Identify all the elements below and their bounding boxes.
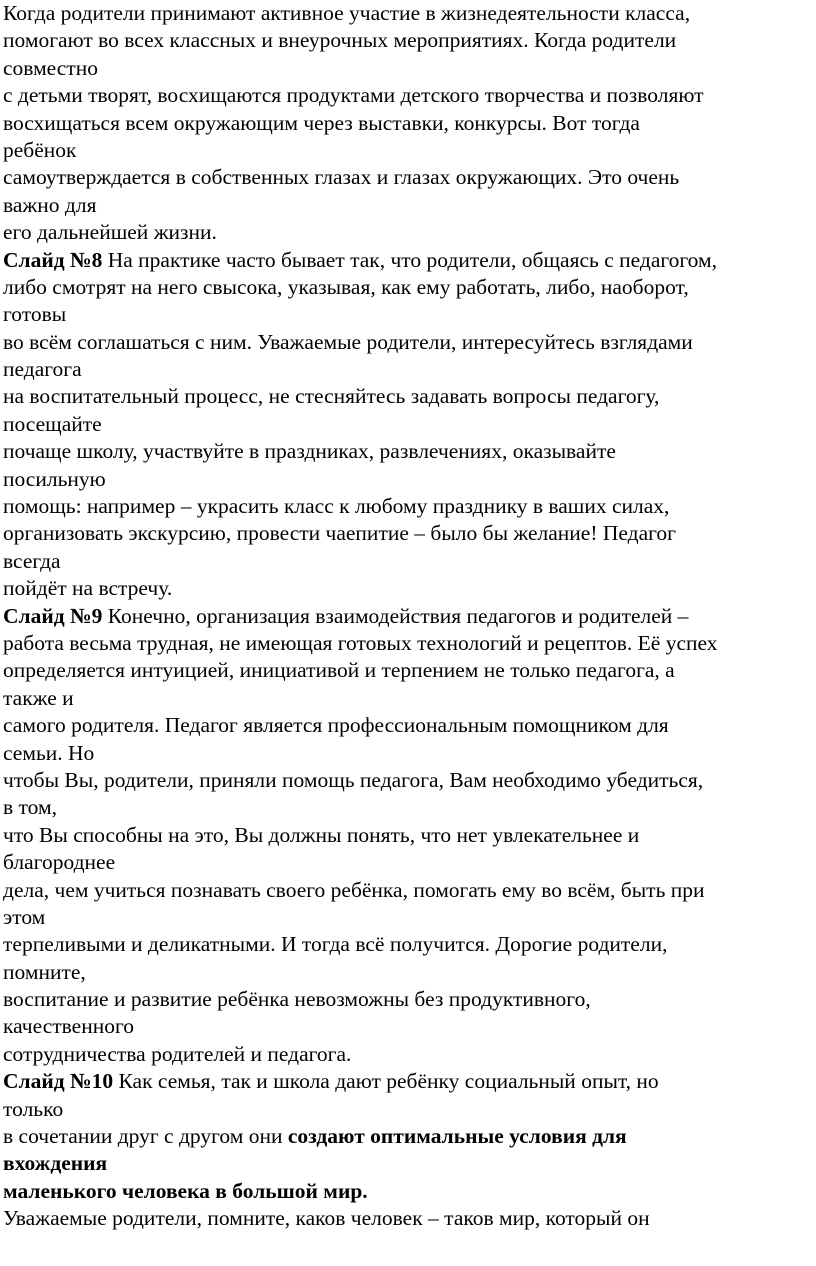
- text-line: [3, 1123, 813, 1150]
- text-line: [3, 822, 813, 849]
- text-segment: посильную: [3, 466, 106, 491]
- text-segment: пойдёт на встречу.: [3, 576, 173, 601]
- text-line: [3, 493, 813, 520]
- text-line: [3, 438, 813, 465]
- text-segment: организовать экскурсию, провести чаепитие – было бы желание! Педагог: [3, 521, 676, 546]
- text-line: [3, 1041, 813, 1068]
- text-line: [3, 274, 813, 301]
- text-segment: педагога: [3, 357, 82, 382]
- text-segment: с детьми творят, восхищаются продуктами детского творчества и позволяют: [3, 83, 704, 108]
- text-segment: Как семья, так и школа дают ребёнку социальный опыт, но: [113, 1069, 659, 1094]
- text-segment: во всём соглашаться с ним. Уважаемые родители, интересуйтесь взглядами: [3, 329, 693, 354]
- text-line: [3, 904, 813, 931]
- text-line: [3, 712, 813, 739]
- bold-text: Слайд №9: [3, 603, 103, 628]
- text-segment: Когда родители принимают активное участие в жизнедеятельности класса,: [3, 1, 691, 25]
- text-line: [3, 356, 813, 383]
- text-segment: в сочетании друг с другом они: [3, 1124, 288, 1149]
- text-line: [3, 1096, 813, 1123]
- text-line: [3, 740, 813, 767]
- text-line: [3, 411, 813, 438]
- text-line: [3, 849, 813, 876]
- text-segment: что Вы способны на это, Вы должны понять, что нет увлекательнее и: [3, 822, 640, 847]
- text-segment: только: [3, 1096, 64, 1121]
- bold-text: вхождения: [3, 1151, 108, 1176]
- text-segment: Уважаемые родители, помните, каков человек – таков мир, который он: [3, 1206, 650, 1231]
- text-segment: терпеливыми и деликатными. И тогда всё получится. Дорогие родители,: [3, 932, 668, 957]
- text-line: [3, 657, 813, 684]
- text-segment: в том,: [3, 795, 57, 820]
- text-segment: работа весьма трудная, не имеющая готовых технологий и рецептов. Её успех: [3, 630, 718, 655]
- text-line: [3, 603, 813, 630]
- text-line: [3, 55, 813, 82]
- text-segment: на воспитательный процесс, не стесняйтесь задавать вопросы педагогу,: [3, 384, 660, 409]
- text-line: [3, 219, 813, 246]
- text-segment: семьи. Но: [3, 740, 95, 765]
- text-segment: посещайте: [3, 411, 102, 436]
- text-segment: готовы: [3, 302, 67, 327]
- text-line: [3, 548, 813, 575]
- text-line: [3, 1013, 813, 1040]
- bold-text: Слайд №10: [3, 1069, 114, 1094]
- text-segment: совместно: [3, 55, 98, 80]
- text-line: [3, 575, 813, 602]
- text-line: [3, 329, 813, 356]
- text-segment: определяется интуицией, инициативой и терпением не только педагога, а: [3, 658, 675, 683]
- text-line: [3, 466, 813, 493]
- text-segment: помогают во всех классных и внеурочных мероприятиях. Когда родители: [3, 28, 677, 53]
- bold-text: маленького человека в большой мир.: [3, 1178, 368, 1203]
- text-line: [3, 959, 813, 986]
- bold-text: создают оптимальные условия для: [287, 1124, 627, 1149]
- text-line: [3, 27, 813, 54]
- text-segment: этом: [3, 904, 46, 929]
- text-segment: ребёнок: [3, 137, 77, 162]
- text-segment: Конечно, организация взаимодействия педагогов и родителей –: [102, 603, 689, 628]
- text-line: [3, 630, 813, 657]
- text-line: [3, 685, 813, 712]
- text-line: [3, 82, 813, 109]
- text-segment: сотрудничества родителей и педагога.: [3, 1041, 352, 1066]
- text-segment: воспитание и развитие ребёнка невозможны без продуктивного,: [3, 987, 591, 1012]
- text-line: [3, 0, 813, 27]
- text-segment: также и: [3, 685, 74, 710]
- text-segment: благороднее: [3, 850, 116, 875]
- document-page: [3, 0, 813, 1233]
- text-line: [3, 931, 813, 958]
- text-line: [3, 247, 813, 274]
- text-segment: почаще школу, участвуйте в праздниках, развлечениях, оказывайте: [3, 439, 616, 464]
- text-segment: его дальнейшей жизни.: [3, 220, 217, 245]
- text-line: [3, 192, 813, 219]
- text-line: [3, 383, 813, 410]
- text-segment: качественного: [3, 1014, 134, 1039]
- text-line: [3, 110, 813, 137]
- text-segment: На практике часто бывает так, что родители, общаясь с педагогом,: [102, 247, 717, 272]
- text-line: [3, 520, 813, 547]
- text-line: [3, 1178, 813, 1205]
- text-segment: либо смотрят на него свысока, указывая, как ему работать, либо, наоборот,: [3, 274, 689, 299]
- text-segment: помощь: например – украсить класс к любому празднику в ваших силах,: [3, 494, 670, 519]
- text-line: [3, 301, 813, 328]
- text-segment: дела, чем учиться познавать своего ребёнка, помогать ему во всём, быть при: [3, 877, 705, 902]
- text-line: [3, 1150, 813, 1177]
- text-line: [3, 1205, 813, 1232]
- text-segment: восхищаться всем окружающим через выставки, конкурсы. Вот тогда: [3, 110, 640, 135]
- text-segment: всегда: [3, 548, 61, 573]
- text-line: [3, 1068, 813, 1095]
- bold-text: Слайд №8: [3, 247, 103, 272]
- text-line: [3, 877, 813, 904]
- text-line: [3, 164, 813, 191]
- text-segment: самого родителя. Педагог является профессиональным помощником для: [3, 713, 669, 738]
- text-segment: помните,: [3, 959, 86, 984]
- text-segment: важно для: [3, 192, 97, 217]
- text-line: [3, 767, 813, 794]
- text-segment: самоутверждается в собственных глазах и глазах окружающих. Это очень: [3, 165, 680, 190]
- text-segment: чтобы Вы, родители, приняли помощь педагога, Вам необходимо убедиться,: [3, 767, 704, 792]
- text-line: [3, 986, 813, 1013]
- text-line: [3, 137, 813, 164]
- text-line: [3, 794, 813, 821]
